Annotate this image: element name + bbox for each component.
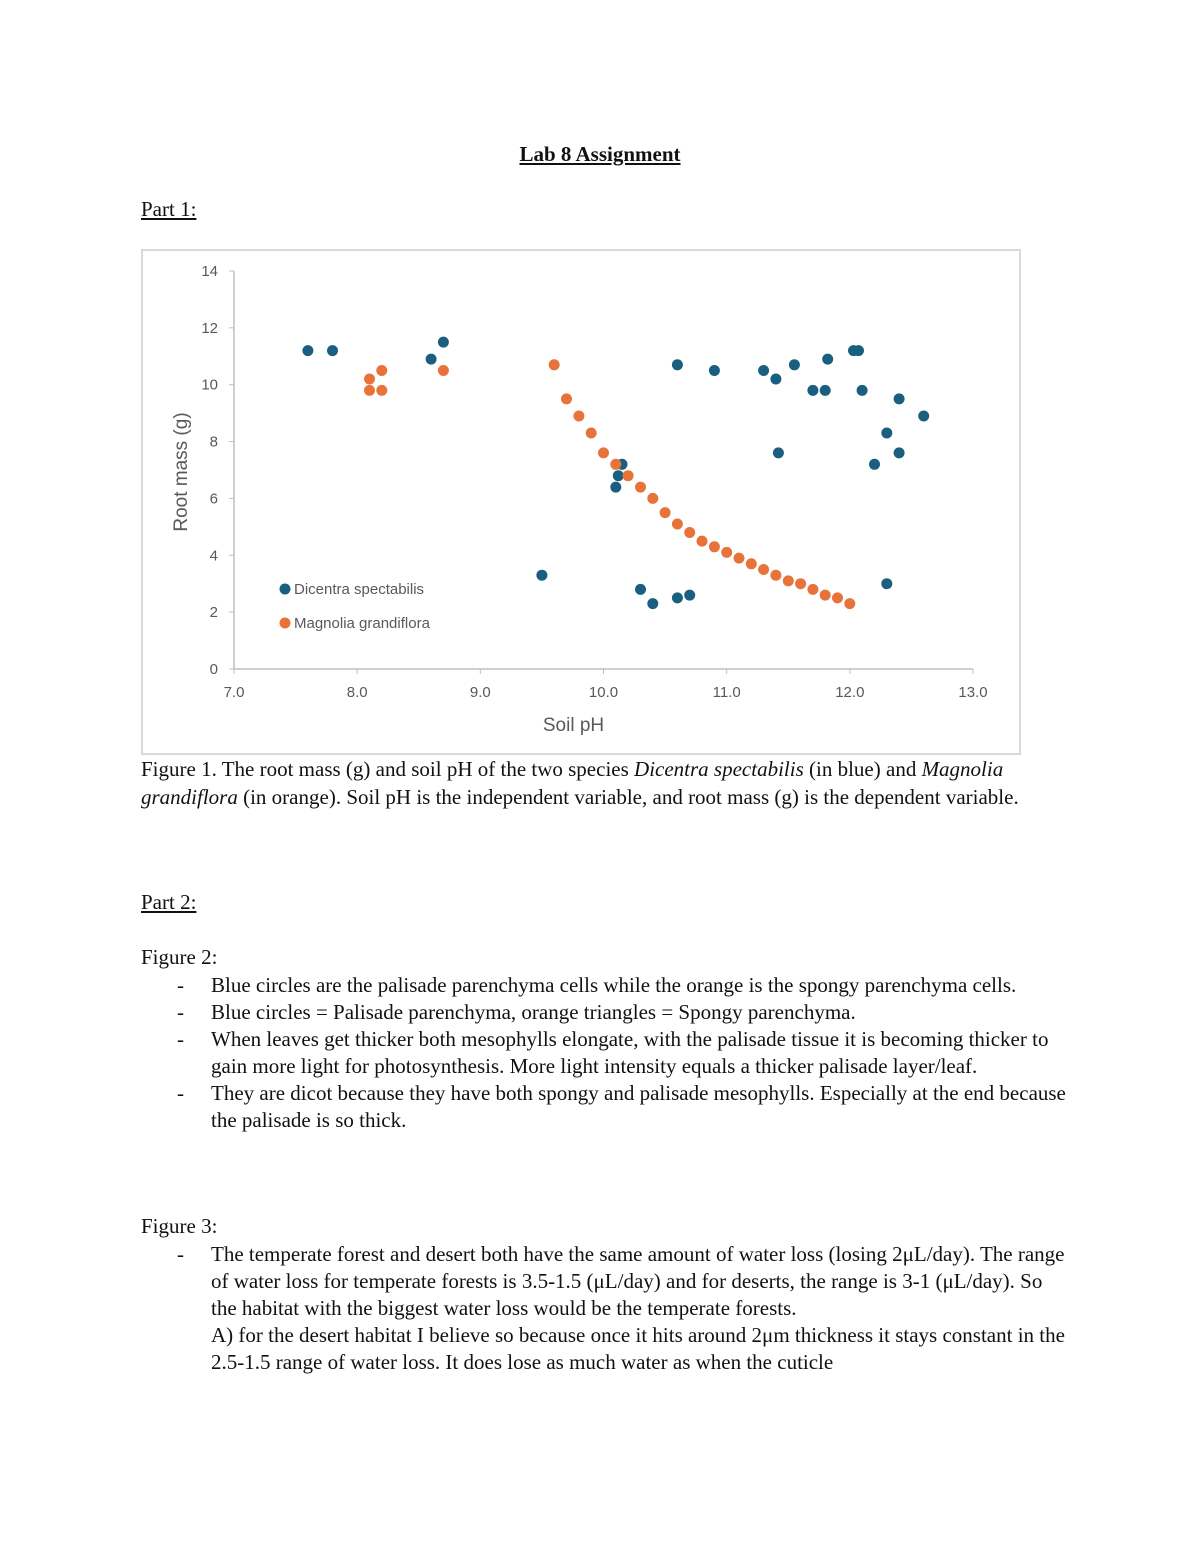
dicentra-point <box>709 365 720 376</box>
magnolia-point <box>734 553 745 564</box>
dicentra-point <box>647 598 658 609</box>
magnolia-point <box>598 447 609 458</box>
dicentra-point <box>613 470 624 481</box>
bullet-dash: - <box>177 1000 184 1024</box>
figure-1-caption <box>141 755 1061 811</box>
dicentra-point <box>853 345 864 356</box>
list-item-text: Blue circles = Palisade parenchyma, orange triangles = Spongy parenchyma. <box>211 1000 856 1024</box>
dicentra-point <box>881 428 892 439</box>
magnolia-point <box>573 411 584 422</box>
dicentra-point <box>758 365 769 376</box>
magnolia-point <box>672 519 683 530</box>
dicentra-point <box>894 393 905 404</box>
dicentra-point <box>672 592 683 603</box>
magnolia-point <box>438 365 449 376</box>
list-item-text: The temperate forest and desert both have the same amount of water loss (losing 2μL/day). The range of water loss for temperate forests is 3.5-1.5 (μL/day) and for deserts, the range is 3-1 (μL/day). So the habitat with the biggest water loss would be the temperate forests. <box>211 1242 1065 1320</box>
magnolia-point <box>795 578 806 589</box>
figure-2-label: Figure 2: <box>141 945 218 969</box>
dicentra-point <box>857 385 868 396</box>
figure-1-chart <box>141 249 1021 755</box>
x-tick-label: 11.0 <box>712 684 741 701</box>
caption-species-1: Dicentra spectabilis <box>634 757 804 781</box>
magnolia-point <box>561 393 572 404</box>
bullet-dash: - <box>177 1081 184 1105</box>
y-tick-label: 12 <box>201 319 218 337</box>
dicentra-point <box>820 385 831 396</box>
bullet-dash: - <box>177 1027 184 1051</box>
x-tick-label: 10.0 <box>588 684 619 701</box>
magnolia-point <box>721 547 732 558</box>
x-tick-label: 8.0 <box>346 684 368 701</box>
figure-2-bullets <box>141 972 1071 1134</box>
dicentra-point <box>438 337 449 348</box>
y-tick-label: 8 <box>209 433 218 451</box>
y-tick-label: 2 <box>209 604 218 622</box>
dicentra-point <box>881 578 892 589</box>
magnolia-point <box>364 385 375 396</box>
dicentra-point <box>822 354 833 365</box>
figure-3-label: Figure 3: <box>141 1214 218 1238</box>
dicentra-point <box>672 359 683 370</box>
scatter-plot <box>143 251 1019 753</box>
list-item <box>141 1080 1071 1134</box>
magnolia-point <box>746 558 757 569</box>
y-tick-label: 6 <box>209 490 218 508</box>
magnolia-point <box>684 527 695 538</box>
list-item-text: They are dicot because they have both spongy and palisade mesophylls. Especially at the end because the palisade is so thick. <box>211 1081 1066 1132</box>
bullet-dash: - <box>177 1242 184 1266</box>
dicentra-point <box>807 385 818 396</box>
magnolia-point <box>647 493 658 504</box>
dicentra-point <box>773 447 784 458</box>
dicentra-point <box>684 590 695 601</box>
legend-marker <box>280 618 291 629</box>
x-axis-title: Soil pH <box>542 715 605 736</box>
x-tick-label: 13.0 <box>958 684 988 701</box>
list-item <box>141 1241 1071 1322</box>
dicentra-point <box>789 359 800 370</box>
figure-3-bullets <box>141 1241 1071 1376</box>
bullet-dash: - <box>177 973 184 997</box>
y-tick-label: 4 <box>209 547 218 565</box>
list-item-text: A) for the desert habitat I believe so because once it hits around 2μm thickness it stays constant in the 2.5-1.5 range of water loss. It does lose as much water as when the cuticle <box>211 1323 1065 1374</box>
legend-marker <box>280 584 291 595</box>
caption-mid: (in blue) and <box>803 757 922 781</box>
x-tick-label: 7.0 <box>223 684 245 701</box>
magnolia-point <box>807 584 818 595</box>
magnolia-point <box>832 592 843 603</box>
x-tick-label: 9.0 <box>469 684 491 701</box>
caption-species-2: Magnolia grandiflora <box>141 757 1004 809</box>
magnolia-point <box>635 482 646 493</box>
legend-label: Dicentra spectabilis <box>294 581 425 598</box>
document-title: Lab 8 Assignment <box>519 142 681 166</box>
magnolia-point <box>758 564 769 575</box>
part-1-heading: Part 1: <box>141 197 197 221</box>
dicentra-point <box>869 459 880 470</box>
dicentra-point <box>536 570 547 581</box>
dicentra-point <box>610 482 621 493</box>
magnolia-point <box>770 570 781 581</box>
dicentra-point <box>770 374 781 385</box>
list-item <box>141 972 1071 999</box>
dicentra-point <box>635 584 646 595</box>
magnolia-point <box>376 365 387 376</box>
magnolia-point <box>783 575 794 586</box>
part-2-heading: Part 2: <box>141 890 197 914</box>
magnolia-point <box>697 536 708 547</box>
magnolia-point <box>660 507 671 518</box>
magnolia-point <box>586 428 597 439</box>
list-item-text: Blue circles are the palisade parenchyma cells while the orange is the spongy parenchyma cells. <box>211 973 1017 997</box>
caption-suffix: (in orange). Soil pH is the independent variable, and root mass (g) is the dependent variable. <box>237 785 1019 809</box>
dicentra-point <box>894 447 905 458</box>
x-tick-label: 12.0 <box>835 684 865 701</box>
list-item <box>141 1026 1071 1080</box>
dicentra-point <box>302 345 313 356</box>
list-item <box>141 999 1071 1026</box>
legend-label: Magnolia grandiflora <box>294 615 430 632</box>
dicentra-point <box>918 411 929 422</box>
magnolia-point <box>376 385 387 396</box>
magnolia-point <box>610 459 621 470</box>
magnolia-point <box>820 590 831 601</box>
list-item-continuation <box>141 1322 1071 1376</box>
y-tick-label: 10 <box>201 376 218 394</box>
magnolia-point <box>844 598 855 609</box>
magnolia-point <box>364 374 375 385</box>
magnolia-point <box>709 541 720 552</box>
magnolia-point <box>549 359 560 370</box>
dicentra-point <box>426 354 437 365</box>
y-tick-label: 14 <box>201 263 218 280</box>
dicentra-point <box>327 345 338 356</box>
list-item-text: When leaves get thicker both mesophylls elongate, with the palisade tissue it is becoming thicker to gain more light for photosynthesis. More light intensity equals a thicker palisade layer/leaf. <box>211 1027 1049 1078</box>
y-tick-label: 0 <box>209 661 218 678</box>
y-axis-title: Root mass (g) <box>171 412 192 532</box>
caption-prefix: Figure 1. The root mass (g) and soil pH of the two species <box>141 757 635 781</box>
magnolia-point <box>623 470 634 481</box>
